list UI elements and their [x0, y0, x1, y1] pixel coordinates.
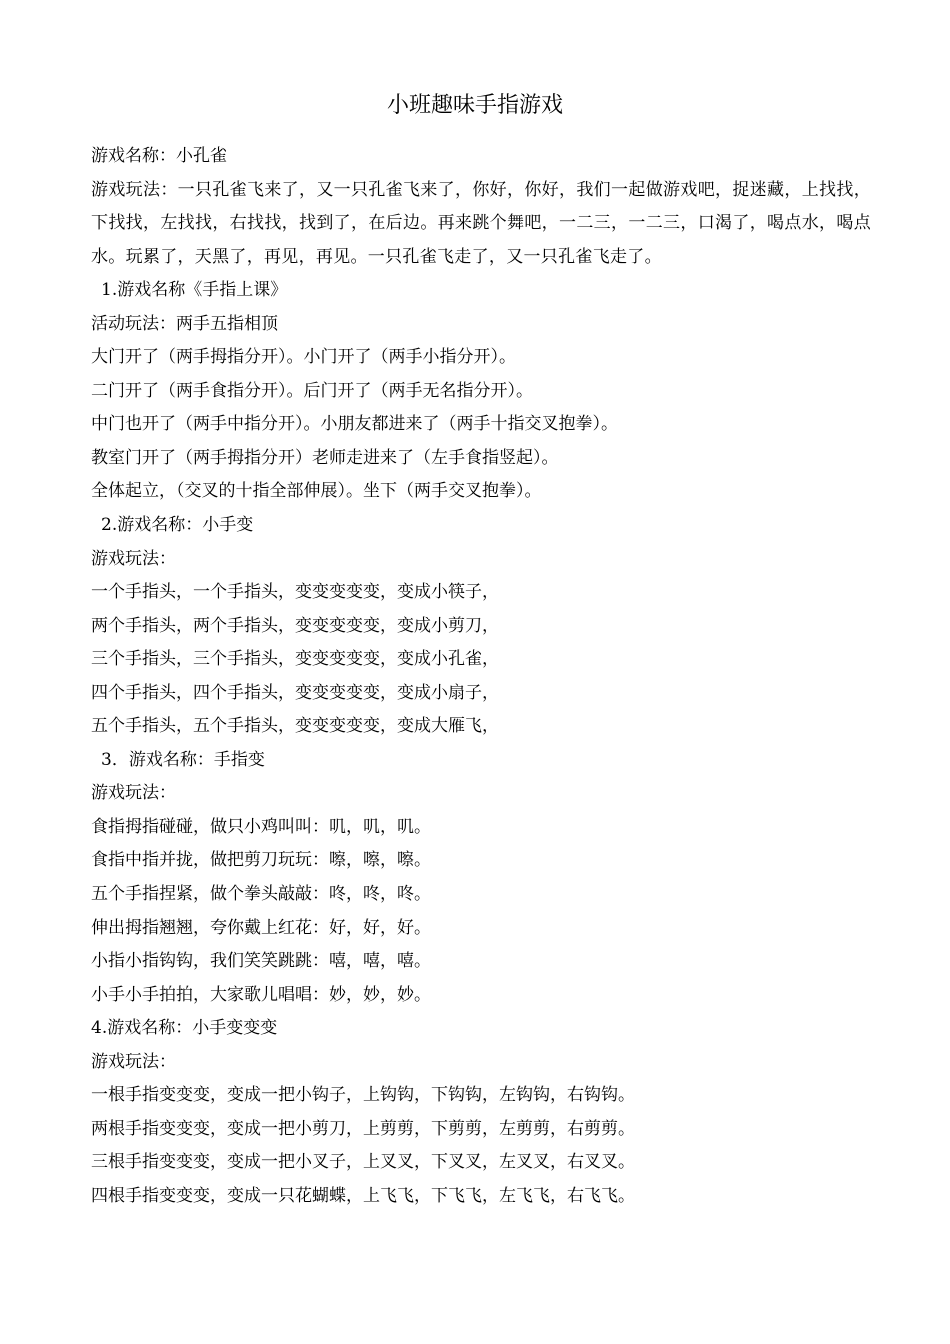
- game2-line: 五个手指头，五个手指头，变变变变变，变成大雁飞，: [91, 716, 499, 737]
- game1-heading: 1.游戏名称《手指上课》: [101, 280, 288, 301]
- game3-line: 游戏玩法：: [91, 783, 176, 804]
- game1-line: 大门开了（两手拇指分开）。小门开了（两手小指分开）。: [91, 347, 516, 368]
- game3-line: 小手小手拍拍，大家歌儿唱唱：妙，妙，妙。: [91, 984, 431, 1005]
- game2-line: 游戏玩法：: [91, 548, 176, 569]
- game4-line: 一根手指变变变，变成一把小钩子，上钩钩，下钩钩，左钩钩，右钩钩。: [91, 1085, 635, 1106]
- intro-game-name: 游戏名称：小孔雀: [91, 146, 227, 166]
- game3-line: 小指小指钩钩，我们笑笑跳跳：嘻，嘻，嘻。: [91, 951, 431, 972]
- document-body: [91, 140, 871, 1214]
- game2-line: 一个手指头，一个手指头，变变变变变，变成小筷子，: [91, 582, 499, 603]
- game1-line: 中门也开了（两手中指分开）。小朋友都进来了（两手十指交叉抱拳）。: [91, 414, 618, 435]
- game4-line: 游戏玩法：: [91, 1051, 176, 1072]
- game4-line: 四根手指变变变，变成一只花蝴蝶，上飞飞，下飞飞，左飞飞，右飞飞。: [91, 1185, 635, 1206]
- game3-line: 食指拇指碰碰，做只小鸡叫叫：叽，叽，叽。: [91, 816, 431, 837]
- game2-heading: 2.游戏名称：小手变: [101, 515, 254, 536]
- game1-line: 全体起立，（交叉的十指全部伸展）。坐下（两手交叉抱拳）。: [91, 481, 542, 502]
- game1-line: 教室门开了（两手拇指分开）老师走进来了（左手食指竖起）。: [91, 447, 559, 468]
- game3-heading: 3．游戏名称：手指变: [101, 749, 265, 770]
- game2-line: 四个手指头，四个手指头，变变变变变，变成小扇子，: [91, 682, 499, 703]
- intro-play-paragraph: 游戏玩法：一只孔雀飞来了，又一只孔雀飞来了，你好，你好，我们一起做游戏吧，捉迷藏，上找找，下找找，左找找，右找找，找到了，在后边。再来跳个舞吧，一二三，一二三，口渴了，喝点水，喝点水。玩累了，天黑了，再见，再见。一只孔雀飞走了，又一只孔雀飞走了。: [91, 179, 871, 267]
- game3-line: 伸出拇指翘翘，夸你戴上红花：好，好，好。: [91, 917, 431, 938]
- game4-heading: 4.游戏名称：小手变变变: [91, 1018, 278, 1039]
- game2-line: 两个手指头，两个手指头，变变变变变，变成小剪刀，: [91, 615, 499, 636]
- game1-line: 二门开了（两手食指分开）。后门开了（两手无名指分开）。: [91, 380, 533, 401]
- document-title: 小班趣味手指游戏: [386, 93, 563, 118]
- game4-line: 三根手指变变变，变成一把小叉子，上叉叉，下叉叉，左叉叉，右叉叉。: [91, 1152, 635, 1173]
- game4-line: 两根手指变变变，变成一把小剪刀，上剪剪，下剪剪，左剪剪，右剪剪。: [91, 1118, 635, 1139]
- game3-line: 食指中指并拢，做把剪刀玩玩：嚓，嚓，嚓。: [91, 850, 431, 871]
- game2-line: 三个手指头，三个手指头，变变变变变，变成小孔雀，: [91, 649, 499, 670]
- game3-line: 五个手指捏紧，做个拳头敲敲：咚，咚，咚。: [91, 884, 431, 905]
- game1-line: 活动玩法：两手五指相顶: [91, 313, 278, 334]
